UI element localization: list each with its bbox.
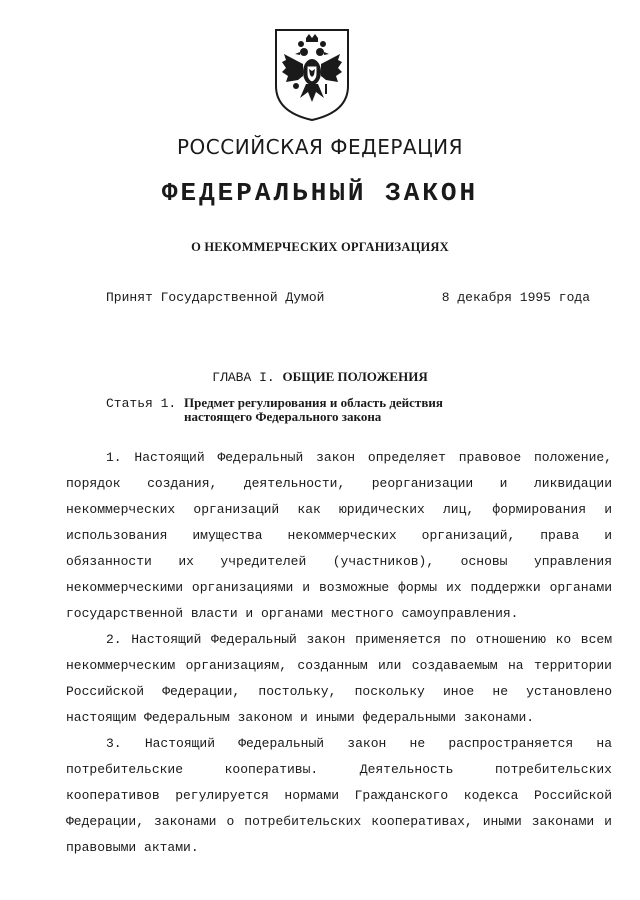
article-title: Предмет регулирования и область действия настоящего Федерального закона bbox=[184, 395, 443, 424]
article-label: Статья 1. bbox=[106, 396, 177, 411]
chapter-heading bbox=[0, 369, 640, 385]
article-body bbox=[66, 445, 612, 861]
chapter-name: ОБЩИЕ ПОЛОЖЕНИЯ bbox=[282, 369, 428, 384]
adoption-date: 8 декабря 1995 года bbox=[441, 290, 590, 305]
paragraph: 3. Настоящий Федеральный закон не распространяется на потребительские кооперативы. Деятельность потребительских кооперативов регулируется нормами Гражданского кодекса Российской Федерации, законами о потребительских кооперативах, иными законами и правовыми актами. bbox=[66, 736, 612, 855]
paragraph: 2. Настоящий Федеральный закон применяется по отношению ко всем некоммерческим организациям, созданным или создаваемым на территории Российской Федерации, постольку, поскольку иное не установлено настоящим Федеральным законом и иными федеральными законами. bbox=[66, 632, 612, 725]
coat-of-arms-emblem-icon bbox=[274, 28, 350, 122]
adopted-by-text: Принят Государственной Думой bbox=[106, 290, 325, 305]
chapter-label: ГЛАВА I. bbox=[212, 370, 275, 385]
law-type-heading: ФЕДЕРАЛЬНЫЙ ЗАКОН bbox=[161, 178, 479, 208]
law-title: О НЕКОММЕРЧЕСКИХ ОРГАНИЗАЦИЯХ bbox=[191, 240, 449, 254]
paragraph: 1. Настоящий Федеральный закон определяет правовое положение, порядок создания, деятельности, реорганизации и ликвидации некоммерческих организаций как юридических лиц, формирования и использования имущества некоммерческих организаций, права и обязанности их учредителей (участников), основы управления некоммерческими организациями и возможные формы их поддержки органами государственной власти и органами местного самоуправления. bbox=[66, 450, 612, 621]
country-heading: РОССИЙСКАЯ ФЕДЕРАЦИЯ bbox=[177, 135, 463, 159]
